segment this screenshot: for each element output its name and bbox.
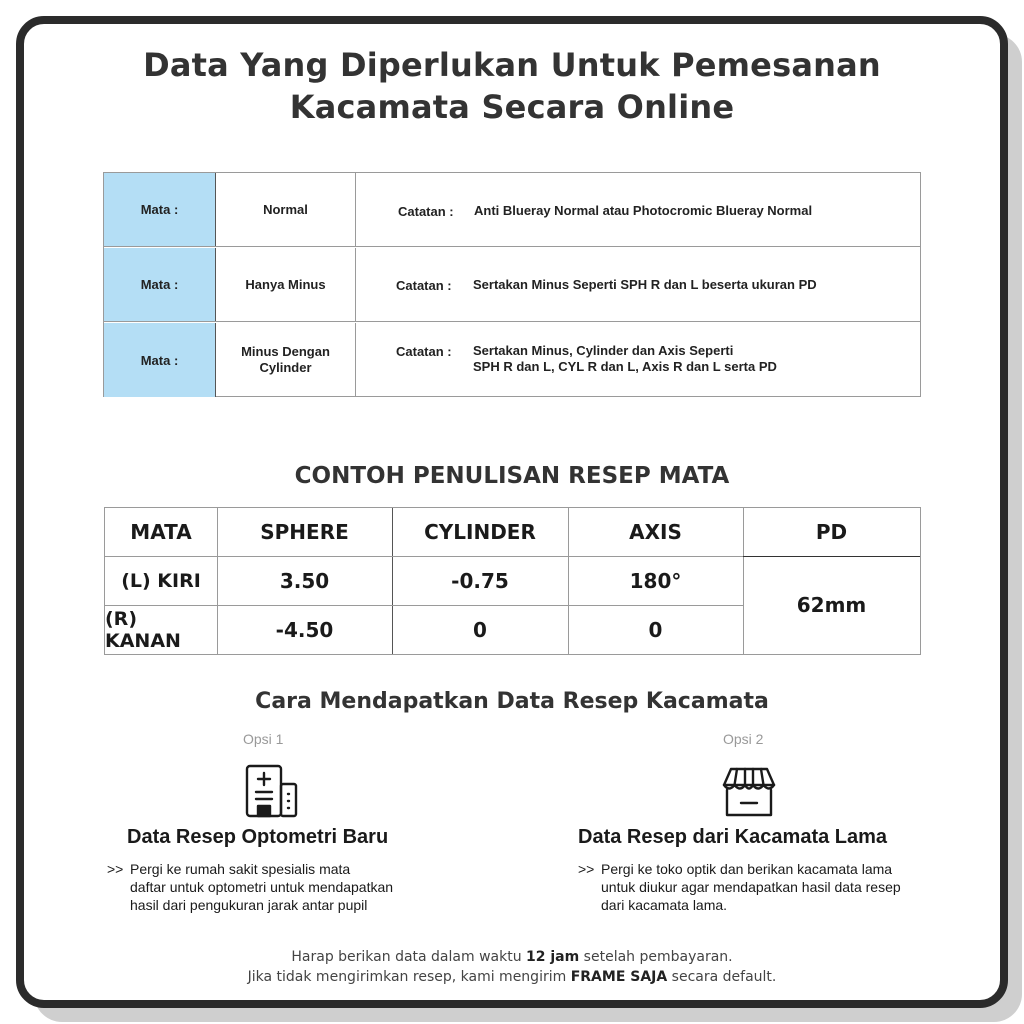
table-row <box>104 173 920 247</box>
note-line: Sertakan Minus, Cylinder dan Axis Seperti <box>473 343 734 358</box>
note-label: Catatan : <box>398 204 454 219</box>
note-label: Catatan : <box>396 344 452 359</box>
eye-left: (L) KIRI <box>121 569 201 592</box>
page-title-line2: Kacamata Secara Online <box>289 88 735 126</box>
cylinder-left: -0.75 <box>451 568 509 593</box>
mata-label: Mata : <box>104 173 216 246</box>
arrow-text: >> <box>107 861 124 877</box>
prescription-table <box>104 507 921 655</box>
option2-label: Opsi 2 <box>723 731 764 747</box>
header-mata: MATA <box>130 520 192 544</box>
option1-label: Opsi 1 <box>243 731 284 747</box>
eye-type: Minus Dengan Cylinder <box>216 323 356 397</box>
sphere-right: -4.50 <box>275 617 334 642</box>
footer-line2 <box>0 967 1024 987</box>
footer-text: Jika tidak mengirimkan resep, kami mengirim <box>247 969 571 985</box>
footer-text: Harap berikan data dalam waktu <box>291 949 527 965</box>
prescription-heading: CONTOH PENULISAN RESEP MATA <box>294 463 730 489</box>
note-text: Anti Blueray Normal atau Photocromic Blueray Normal <box>474 203 813 218</box>
axis-left: 180° <box>629 568 682 593</box>
eye-type: Normal <box>216 173 356 246</box>
axis-right: 0 <box>648 617 663 642</box>
page-title <box>0 44 1024 128</box>
mata-label: Mata : <box>104 323 216 397</box>
cylinder-right: 0 <box>473 617 487 642</box>
header-pd: PD <box>815 520 848 544</box>
eye-type: Hanya Minus <box>216 248 356 321</box>
note-line: SPH R dan L, CYL R dan L, Axis R dan L serta PD <box>473 359 777 374</box>
note-text <box>473 343 777 375</box>
mata-label: Mata : <box>104 248 216 321</box>
note-text: Sertakan Minus Seperti SPH R dan L beserta ukuran PD <box>473 277 817 292</box>
page-title-line1: Data Yang Diperlukan Untuk Pemesanan <box>143 46 881 84</box>
footer-emphasis: 12 jam <box>526 949 580 965</box>
header-cylinder: CYLINDER <box>424 520 536 544</box>
hospital-icon <box>245 764 299 818</box>
option1-line1: Pergi ke rumah sakit spesialis mata <box>130 861 351 877</box>
footer-text: secara default. <box>667 969 777 985</box>
option2-description <box>578 860 901 914</box>
sphere-left: 3.50 <box>279 568 330 593</box>
option2-line1: Pergi ke toko optik dan berikan kacamata lama <box>601 861 893 877</box>
option1-title: Data Resep Optometri Baru <box>127 826 389 848</box>
option1-line3: hasil dari pengukuran jarak antar pupil <box>130 897 368 913</box>
pd-value: 62mm <box>796 593 867 617</box>
table-row <box>104 323 920 397</box>
option2-line2: untuk diukur agar mendapatkan hasil data resep <box>601 879 901 895</box>
option2-title: Data Resep dari Kacamata Lama <box>578 826 888 848</box>
methods-heading: Cara Mendapatkan Data Resep Kacamata <box>255 689 769 714</box>
eye-right: (R) KANAN <box>105 607 181 652</box>
footer-line1 <box>0 947 1024 967</box>
arrow-text: >> <box>578 861 595 877</box>
option1-description <box>107 860 393 914</box>
store-icon <box>721 766 777 818</box>
option1-line2: daftar untuk optometri untuk mendapatkan <box>130 879 394 895</box>
footer-note <box>0 947 1024 987</box>
footer-emphasis: FRAME SAJA <box>570 969 668 985</box>
table-row <box>104 248 920 322</box>
footer-text: setelah pembayaran. <box>579 949 733 965</box>
note-label: Catatan : <box>396 278 452 293</box>
option2-line3: dari kacamata lama. <box>601 897 728 913</box>
requirement-table <box>103 172 921 397</box>
header-sphere: SPHERE <box>260 520 349 544</box>
header-axis: AXIS <box>629 520 682 544</box>
